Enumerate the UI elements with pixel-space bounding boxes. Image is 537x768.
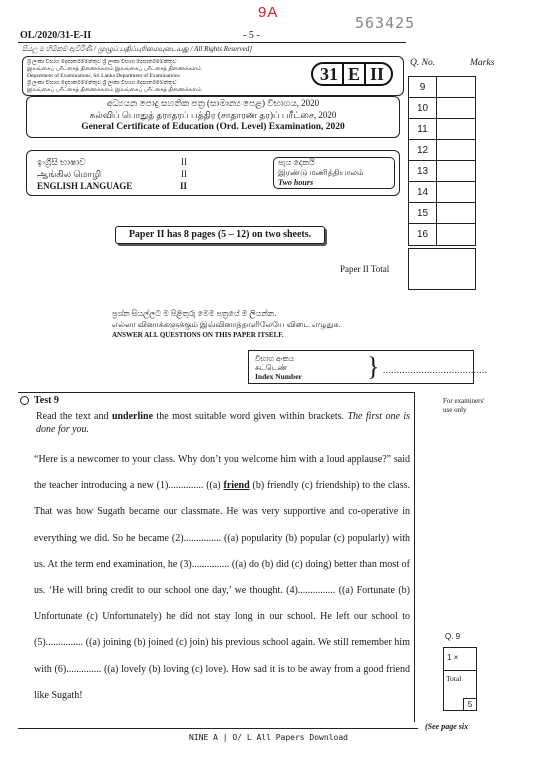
question-number: 15 (409, 203, 437, 223)
subject-part: II (179, 181, 187, 191)
instruction-sinhala: ප්‍රශ්න සියල්ලට ම පිළිතුරු මෙම පත්‍රයේ ම ලියන්න. (112, 309, 277, 318)
passage-text: “Here is a newcomer to your class. Why don’t you welcome him with a loud applause?” said the teacher introducing a new (1).............. ((a) (34, 454, 410, 492)
rights-reserved: සියලු ම හිමිකම් ඇවිරිණි / முழுப் பதிப்புரிமையுடையது / All Rights Reserved] (22, 45, 253, 53)
marks-row (409, 98, 475, 119)
index-number-box (248, 350, 488, 384)
marks-row (409, 224, 475, 245)
bullet-circle-icon (20, 396, 29, 405)
duration-sinhala: පැය දෙකයි (278, 158, 315, 167)
instruction-part: the most suitable word given within brackets. (153, 411, 348, 422)
test-title: Test 9 (34, 395, 59, 406)
subject-box (26, 150, 400, 196)
score-total-label: Total (444, 670, 476, 683)
score-multiplier: 1 × (447, 653, 459, 662)
exam-title-english: General Certificate of Education (Ord. Level) Examination, 2020 (81, 122, 345, 132)
subject-row-sinhala (37, 157, 187, 168)
department-line: Department of Examinations, Sri Lanka Department of Examinations (27, 73, 180, 79)
paper-code-box (311, 62, 393, 86)
subject-sinhala: ඉංග්‍රීසි භාෂාව (37, 157, 86, 167)
department-line: இலங்கைப் பரீட்சைத் திணைக்களம் இலங்கைப் பரீட்சைத் திணைக்களம் (27, 87, 202, 93)
exam-title-box (26, 96, 400, 138)
subject-tamil: ஆங்கில மொழி (37, 169, 102, 179)
index-label-sinhala: විභාග අංකය (255, 354, 295, 363)
department-line: ශ්‍රී ලංකා විභාග දෙපාර්තමේන්තුව ශ්‍රී ලංකා විභාග දෙපාර්තමේන්තුව (27, 59, 177, 65)
subject-row-tamil (37, 169, 187, 181)
marks-header: Marks (470, 58, 495, 68)
marks-row (409, 140, 475, 161)
question-number: 13 (409, 161, 437, 181)
top-rule (18, 42, 406, 43)
brace-icon: } (367, 352, 380, 381)
marks-cell (437, 140, 475, 160)
marks-row (409, 203, 475, 224)
department-line: ශ්‍රී ලංකා විභාග දෙපාර්තමේන්තුව ශ්‍රී ලංකා විභාග දෙපාර්තමේන්තුව (27, 80, 177, 86)
page-indicator: - 5 - (243, 30, 260, 41)
subject-english: ENGLISH LANGUAGE (37, 181, 133, 191)
question-number: 16 (409, 224, 437, 245)
footer-rule (18, 728, 418, 729)
paper-code: OL/2020/31-E-II (20, 30, 92, 41)
instruction-tamil: எல்லா வினாக்களுக்கும் இவ்வினாத்தாளிலேயே விடை எழுதுக. (112, 320, 341, 329)
duration-box (273, 157, 395, 189)
code-part: E (342, 64, 364, 84)
examiners-only-note: For examiners' use only (443, 397, 485, 414)
score-question-label: Q. 9 (445, 632, 461, 641)
pages-note: Paper II has 8 pages (5 – 12) on two sheets. (115, 226, 325, 244)
marks-row (409, 161, 475, 182)
score-box (443, 647, 477, 711)
question-number: 14 (409, 182, 437, 202)
footer-text: NINE A | O/ L All Papers Download (189, 733, 348, 742)
index-number-field[interactable]: ...................................... (383, 365, 488, 375)
instruction-part: Read the text and (36, 411, 112, 422)
subject-part: II (181, 157, 187, 167)
code-part: 31 (319, 64, 338, 84)
duration-english: Two hours (278, 178, 314, 187)
marks-row (409, 77, 475, 98)
passage-text: (b) friendly (c) friendship) to the class. That was how Sugath became our classmate. He was very supportive and co-operative in everything we did. So he became (2)............... ((a) popularity (b) popular (c) popularly) with us. At the term end examination, he (3)............... ((a) do (b) did (c) doing) better than most of us. ‘He will bring credit to our school one day,’ we thought. (4)............... ((a) Fortunate (b) Unfortunate (c) Unfortunately) he did not stay long in our school. He left our school to (5)............... ((a) joining (b) joined (c) join) his previous school again. We still remember him with (6).............. ((a) lovely (b) loving (c) love). How sad it is to be away from a good friend like Sugath! (34, 480, 410, 701)
question-number: 12 (409, 140, 437, 160)
code-part: II (364, 64, 388, 84)
marks-row (409, 119, 475, 140)
question-number-header: Q. No. (410, 58, 436, 68)
marks-cell (437, 203, 475, 223)
paper-total-box (408, 248, 476, 290)
instruction-english: ANSWER ALL QUESTIONS ON THIS PAPER ITSELF. (112, 331, 284, 339)
instruction-example-note: The first one is done for you. (36, 411, 410, 435)
duration-tamil: இரண்டு மணித்தியாலம் (278, 168, 364, 177)
marks-cell (437, 98, 475, 118)
index-label-english: Index Number (255, 372, 302, 381)
department-header (22, 56, 404, 96)
serial-number: 563425 (355, 14, 416, 32)
exam-title-sinhala: අධ්‍යයන පොදු සහතික පත්‍ර (සාමාන්‍ය පෙළ) විභාගය, 2020 (106, 98, 320, 108)
marks-cell (437, 119, 475, 139)
department-line: இலங்கைப் பரீட்சைத் திணைக்களம் இலங்கைப் பரீட்சைத் திணைக்களம் (27, 66, 202, 72)
paper-total-label: Paper II Total (340, 264, 390, 274)
reading-passage (34, 447, 410, 709)
question-number: 9 (409, 77, 437, 97)
marks-cell (437, 77, 475, 97)
example-answer: friend (223, 480, 250, 492)
subject-part: II (181, 169, 187, 179)
score-total-value: 5 (463, 698, 476, 710)
instruction-emphasis: underline (111, 411, 154, 422)
stamp-label: 9A (258, 4, 279, 21)
test-instruction (36, 410, 410, 436)
subject-row-english (37, 181, 187, 191)
section-rule (18, 392, 414, 393)
index-label-tamil: சுட்டெண் (255, 363, 288, 372)
question-number: 10 (409, 98, 437, 118)
marks-cell (437, 182, 475, 202)
see-next-page: (See page six (425, 722, 469, 731)
question-number: 11 (409, 119, 437, 139)
marks-cell (437, 161, 475, 181)
marks-row (409, 182, 475, 203)
exam-title-tamil: கல்விப் பொதுத் தராதரப் பத்திர (சாதாரண தர)ப் பரீட்சை, 2020 (89, 110, 337, 120)
marks-cell (437, 224, 475, 245)
marks-table (408, 76, 476, 246)
